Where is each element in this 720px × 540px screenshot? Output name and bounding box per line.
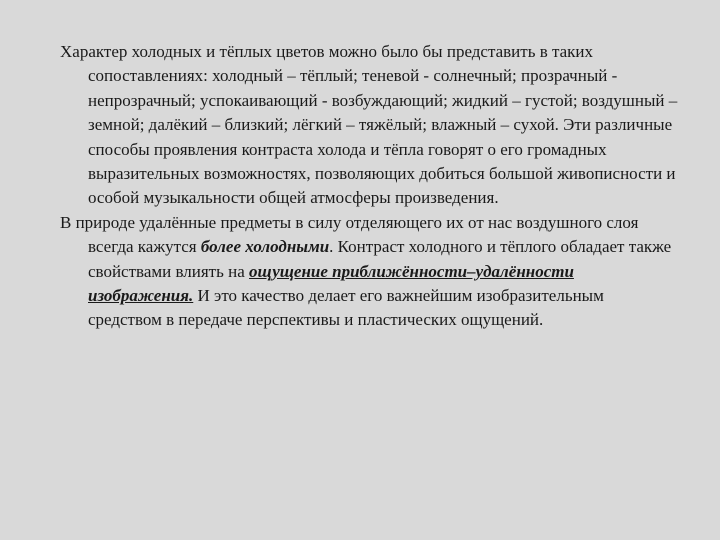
paragraph-2-part-2: . Контраст холодного и тёплого обладает также свойствами влиять на [88, 237, 672, 281]
paragraph-2-part-1: В природе удалённые предметы в силу отделяющего их от нас воздушного слоя всегда кажутся [60, 212, 639, 257]
paragraph-nature-distance [60, 211, 680, 333]
paragraph-2-part-3: И это качество делает его важнейшим изобразительным средством в передаче перспективы и пластических ощущений. [88, 286, 604, 330]
paragraph-1-text: Характер холодных и тёплых цветов можно было бы представить в таких сопоставлениях: холодный – тёплый; теневой - солнечный; прозрачный - непрозрачный; успокаивающий - возбуждающий; жидкий – густой; воздушный – земной; далёкий – близкий; лёгкий – тяжёлый; влажный – сухой. Эти различные способы проявления контраста холода и тёпла говорят о его громадных выразительных возможностях, позволяющих добиться большой живописности и особой музыкальности общей атмосферы произведения. [60, 42, 678, 208]
emphasis-proximity-distance: ощущение приближённости–удалённости изображения. [88, 261, 574, 306]
paragraph-warm-cold-character [60, 40, 680, 211]
text-block [60, 40, 680, 333]
emphasis-colder: более холодными [200, 237, 330, 257]
